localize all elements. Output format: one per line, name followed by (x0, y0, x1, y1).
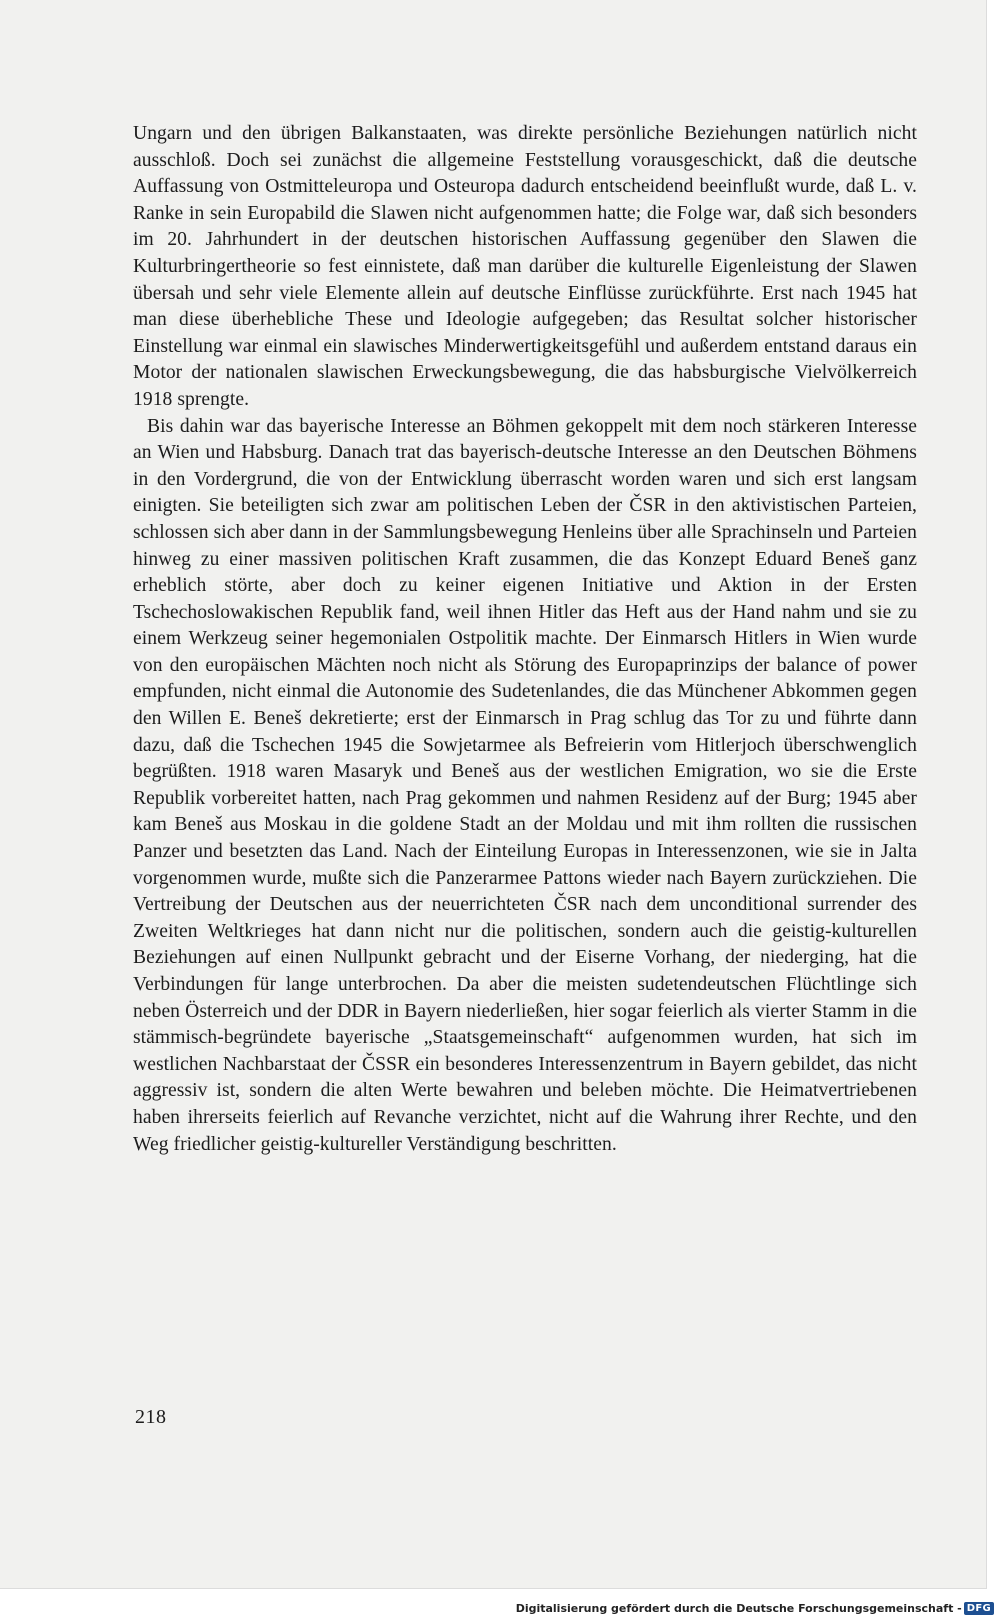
page-number: 218 (135, 1406, 167, 1428)
paragraph-2: Bis dahin war das bayerische Interesse an Böhmen gekoppelt mit dem noch stärkeren Interesse an Wien und Habsburg. Danach trat das bayerisch-deutsche Interesse an den Deutschen Böhmens in den Vordergrund, die von der Entwicklung überrascht worden waren und sich erst langsam einigten. Sie beteiligten sich zwar am politischen Leben der ČSR in den aktivistischen Parteien, schlossen sich aber dann in der Sammlungsbewegung Henleins über alle Sprachinseln und Parteien hinweg zu einer massiven politischen Kraft zusammen, die das Konzept Eduard Beneš ganz erheblich störte, aber doch zu keiner eigenen Initiative und Aktion in der Ersten Tschechoslowakischen Republik fand, weil ihnen Hitler das Heft aus der Hand nahm und sie zu einem Werkzeug seiner hegemonialen Ostpolitik machte. Der Einmarsch Hitlers in Wien wurde von den europäischen Mächten noch nicht als Störung des Europaprinzips der balance of power empfunden, nicht einmal die Autonomie des Sudetenlandes, die das Münchener Abkommen gegen den Willen E. Beneš dekretierte; erst der Einmarsch in Prag schlug das Tor zu und führte dann dazu, daß die Tschechen 1945 die Sowjetarmee als Befreierin vom Hitlerjoch überschwenglich begrüßten. 1918 waren Masaryk und Beneš aus der westlichen Emigration, wo sie die Erste Republik vorbereitet hatten, nach Prag gekommen und nahmen Residenz auf der Burg; 1945 aber kam Beneš aus Moskau in die goldene Stadt an der Moldau und mit ihm rollten die russischen Panzer und besetzten das Land. Nach der Einteilung Europas in Interessenzonen, wie sie in Jalta vorgenommen wurde, mußte sich die Panzerarmee Pattons wieder nach Bayern zurückziehen. Die Vertreibung der Deutschen aus der neuerrichteten ČSR nach dem unconditional surrender des Zweiten Weltkrieges hat dann nicht nur die politischen, sondern auch die geistig-kulturellen Beziehungen auf einen Nullpunkt gebracht und der Eiserne Vorhang, der niederging, hat die Verbindungen für lange unterbrochen. Da aber die meisten sudetendeutschen Flüchtlinge sich neben Österreich und der DDR in Bayern niederließen, hier sogar feierlich als vierter Stamm in die stämmisch-begründete bayerische „Staatsgemeinschaft“ aufgenommen wurden, hat sich im westlichen Nachbarstaat der ČSSR ein besonderes Interessenzentrum in Bayern gebildet, das nicht aggressiv ist, sondern die alten Werte bewahren und beleben möchte. Die Heimatvertriebenen haben ihrerseits feierlich auf Revanche verzichtet, nicht auf die Wahrung ihrer Rechte, und den Weg friedlicher geistig-kultureller Verständigung beschritten. (133, 415, 917, 1155)
dfg-logo-icon: DFG (964, 1602, 994, 1615)
footer-credit-text: Digitalisierung gefördert durch die Deutsche Forschungsgemeinschaft - (515, 1602, 962, 1615)
paragraph-1: Ungarn und den übrigen Balkanstaaten, was direkte persönliche Beziehungen natürlich nicht ausschloß. Doch sei zunächst die allgemeine Feststellung vorausgeschickt, daß die deutsche Auffassung von Ostmitteleuropa und Osteuropa dadurch entscheidend beeinflußt wurde, daß L. v. Ranke in sein Europabild die Slawen nicht aufgenommen hatte; die Folge war, daß sich besonders im 20. Jahrhundert in der deutschen historischen Auffassung gegenüber den Slawen die Kulturbringertheorie so fest einnistete, daß man darüber die kulturelle Eigenleistung der Slawen übersah und sehr viele Elemente allein auf deutsche Einflüsse zurückführte. Erst nach 1945 hat man diese überhebliche These und Ideologie aufgegeben; das Resultat solcher historischer Einstellung war einmal ein slawisches Minderwertigkeitsgefühl und außerdem entstand daraus ein Motor der nationalen slawischen Erweckungsbewegung, die das habsburgische Vielvölkerreich 1918 sprengte. (133, 123, 917, 410)
body-text (133, 121, 917, 1158)
digitization-footer (516, 1602, 994, 1615)
